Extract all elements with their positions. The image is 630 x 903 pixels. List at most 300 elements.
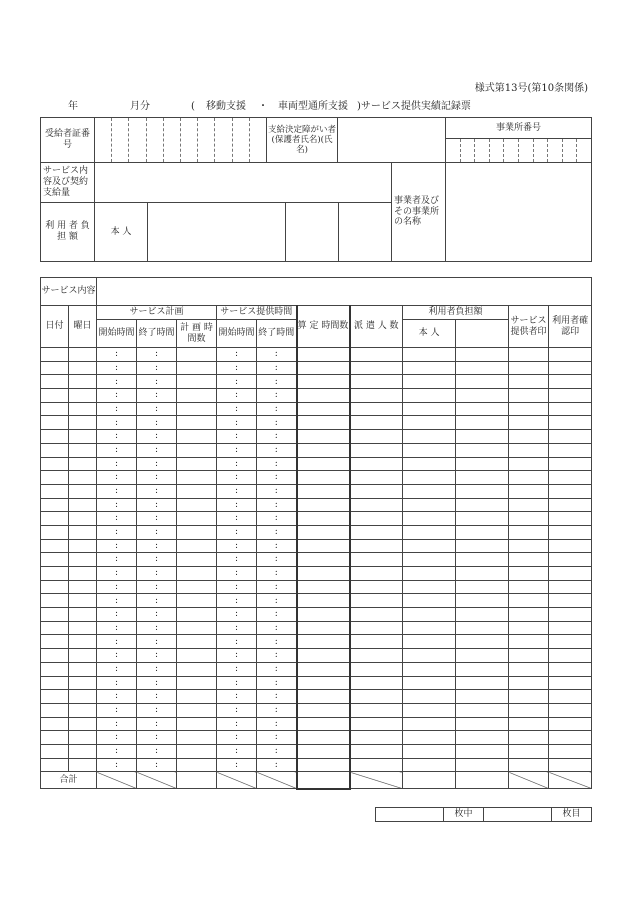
cell-plan-hours[interactable]	[177, 580, 217, 594]
cell-provider-seal[interactable]	[509, 457, 549, 471]
cell-burden-extra[interactable]	[456, 744, 509, 758]
cell-provided-start[interactable]	[217, 457, 257, 471]
cell-user-seal[interactable]	[549, 594, 592, 608]
cell-date[interactable]	[41, 594, 69, 608]
cell-weekday[interactable]	[69, 676, 97, 690]
cell-date[interactable]	[41, 402, 69, 416]
cell-user-seal[interactable]	[549, 608, 592, 622]
cell-plan-hours[interactable]	[177, 594, 217, 608]
cell-plan-hours[interactable]	[177, 635, 217, 649]
cell-date[interactable]	[41, 457, 69, 471]
cell-provided-end[interactable]	[257, 621, 297, 635]
cell-plan-end[interactable]	[137, 703, 177, 717]
cell-weekday[interactable]	[69, 430, 97, 444]
cell-plan-end[interactable]	[137, 430, 177, 444]
cell-plan-start[interactable]	[97, 471, 137, 485]
cell-dispatch[interactable]	[350, 525, 403, 539]
cell-burden-extra[interactable]	[456, 580, 509, 594]
cell-burden-extra[interactable]	[456, 635, 509, 649]
cell-burden-extra[interactable]	[456, 443, 509, 457]
cell-user-seal[interactable]	[549, 471, 592, 485]
cell-burden-extra[interactable]	[456, 402, 509, 416]
cell-provided-start[interactable]	[217, 361, 257, 375]
cell-provider-seal[interactable]	[509, 649, 549, 663]
cell-burden-person[interactable]	[403, 676, 456, 690]
cell-date[interactable]	[41, 662, 69, 676]
cell-plan-start[interactable]	[97, 703, 137, 717]
cell-provided-start[interactable]	[217, 703, 257, 717]
cell-date[interactable]	[41, 635, 69, 649]
cell-provider-seal[interactable]	[509, 361, 549, 375]
cell-plan-hours[interactable]	[177, 690, 217, 704]
cell-plan-hours[interactable]	[177, 553, 217, 567]
cell-burden-extra[interactable]	[456, 389, 509, 403]
cell-provider-seal[interactable]	[509, 567, 549, 581]
cell-date[interactable]	[41, 649, 69, 663]
cell-weekday[interactable]	[69, 594, 97, 608]
cell-provided-end[interactable]	[257, 512, 297, 526]
cell-plan-end[interactable]	[137, 635, 177, 649]
cell-user-seal[interactable]	[549, 635, 592, 649]
cell-calc[interactable]	[297, 621, 350, 635]
cell-weekday[interactable]	[69, 662, 97, 676]
cell-provided-end[interactable]	[257, 703, 297, 717]
cell-burden-person[interactable]	[403, 731, 456, 745]
office-no-field[interactable]	[446, 139, 591, 162]
cell-plan-start[interactable]	[97, 484, 137, 498]
cell-burden-person[interactable]	[403, 430, 456, 444]
cell-provided-end[interactable]	[257, 690, 297, 704]
cell-calc[interactable]	[297, 744, 350, 758]
cell-burden-person[interactable]	[403, 662, 456, 676]
cell-provided-start[interactable]	[217, 621, 257, 635]
cell-provided-start[interactable]	[217, 731, 257, 745]
cell-user-seal[interactable]	[549, 717, 592, 731]
cell-plan-start[interactable]	[97, 662, 137, 676]
cell-provided-end[interactable]	[257, 348, 297, 362]
cell-plan-end[interactable]	[137, 731, 177, 745]
cell-burden-extra[interactable]	[456, 758, 509, 772]
cell-calc[interactable]	[297, 758, 350, 772]
cell-provided-end[interactable]	[257, 389, 297, 403]
cell-burden-person[interactable]	[403, 484, 456, 498]
cell-weekday[interactable]	[69, 744, 97, 758]
cell-user-seal[interactable]	[549, 703, 592, 717]
cell-provider-seal[interactable]	[509, 416, 549, 430]
cell-provided-start[interactable]	[217, 539, 257, 553]
cell-provided-end[interactable]	[257, 525, 297, 539]
cell-plan-end[interactable]	[137, 580, 177, 594]
cell-plan-start[interactable]	[97, 361, 137, 375]
cell-burden-extra[interactable]	[456, 539, 509, 553]
cell-plan-start[interactable]	[97, 348, 137, 362]
cell-date[interactable]	[41, 389, 69, 403]
cell-calc[interactable]	[297, 389, 350, 403]
cell-user-seal[interactable]	[549, 525, 592, 539]
cell-calc[interactable]	[297, 512, 350, 526]
cell-provider-seal[interactable]	[509, 690, 549, 704]
cell-burden-person[interactable]	[403, 594, 456, 608]
cell-plan-start[interactable]	[97, 430, 137, 444]
cell-plan-hours[interactable]	[177, 649, 217, 663]
cell-dispatch[interactable]	[350, 676, 403, 690]
cell-provided-end[interactable]	[257, 553, 297, 567]
cell-plan-hours[interactable]	[177, 484, 217, 498]
cell-user-seal[interactable]	[549, 690, 592, 704]
cell-burden-person[interactable]	[403, 539, 456, 553]
cell-provided-start[interactable]	[217, 471, 257, 485]
cell-plan-start[interactable]	[97, 402, 137, 416]
cell-plan-start[interactable]	[97, 375, 137, 389]
cell-dispatch[interactable]	[350, 717, 403, 731]
cell-provider-seal[interactable]	[509, 758, 549, 772]
cell-burden-person[interactable]	[403, 512, 456, 526]
cell-user-seal[interactable]	[549, 758, 592, 772]
cell-burden-extra[interactable]	[456, 416, 509, 430]
cell-burden-extra[interactable]	[456, 649, 509, 663]
cell-weekday[interactable]	[69, 731, 97, 745]
cell-provided-end[interactable]	[257, 416, 297, 430]
cell-weekday[interactable]	[69, 690, 97, 704]
cell-plan-end[interactable]	[137, 484, 177, 498]
cell-burden-person[interactable]	[403, 621, 456, 635]
cell-user-seal[interactable]	[549, 621, 592, 635]
cell-dispatch[interactable]	[350, 348, 403, 362]
cell-date[interactable]	[41, 484, 69, 498]
cell-calc[interactable]	[297, 676, 350, 690]
cell-provided-end[interactable]	[257, 539, 297, 553]
cell-user-seal[interactable]	[549, 662, 592, 676]
cell-plan-end[interactable]	[137, 375, 177, 389]
cell-plan-end[interactable]	[137, 525, 177, 539]
cell-plan-end[interactable]	[137, 567, 177, 581]
cell-provider-seal[interactable]	[509, 717, 549, 731]
cell-weekday[interactable]	[69, 567, 97, 581]
cell-plan-start[interactable]	[97, 744, 137, 758]
cell-dispatch[interactable]	[350, 375, 403, 389]
total-calc[interactable]	[297, 772, 350, 789]
cell-provided-start[interactable]	[217, 567, 257, 581]
cell-date[interactable]	[41, 744, 69, 758]
cell-burden-person[interactable]	[403, 758, 456, 772]
cell-date[interactable]	[41, 498, 69, 512]
cell-calc[interactable]	[297, 553, 350, 567]
cell-plan-start[interactable]	[97, 621, 137, 635]
cell-burden-person[interactable]	[403, 703, 456, 717]
cell-weekday[interactable]	[69, 758, 97, 772]
cell-provider-seal[interactable]	[509, 621, 549, 635]
cell-user-seal[interactable]	[549, 580, 592, 594]
cell-dispatch[interactable]	[350, 484, 403, 498]
cell-weekday[interactable]	[69, 525, 97, 539]
cell-provided-start[interactable]	[217, 525, 257, 539]
cell-dispatch[interactable]	[350, 690, 403, 704]
cell-dispatch[interactable]	[350, 608, 403, 622]
cell-date[interactable]	[41, 703, 69, 717]
cell-dispatch[interactable]	[350, 594, 403, 608]
cell-calc[interactable]	[297, 361, 350, 375]
cell-burden-extra[interactable]	[456, 690, 509, 704]
cell-weekday[interactable]	[69, 635, 97, 649]
sheet-no-field[interactable]	[484, 808, 552, 822]
cell-burden-person[interactable]	[403, 375, 456, 389]
cell-provided-start[interactable]	[217, 389, 257, 403]
cell-plan-end[interactable]	[137, 539, 177, 553]
total-burden-person[interactable]	[403, 772, 456, 789]
cell-user-seal[interactable]	[549, 553, 592, 567]
cell-plan-hours[interactable]	[177, 731, 217, 745]
burden-field[interactable]	[95, 203, 392, 262]
cell-dispatch[interactable]	[350, 512, 403, 526]
cell-dispatch[interactable]	[350, 662, 403, 676]
cell-plan-hours[interactable]	[177, 744, 217, 758]
cell-plan-start[interactable]	[97, 594, 137, 608]
cell-dispatch[interactable]	[350, 649, 403, 663]
cell-plan-start[interactable]	[97, 758, 137, 772]
cell-provider-seal[interactable]	[509, 512, 549, 526]
cell-user-seal[interactable]	[549, 389, 592, 403]
cell-burden-extra[interactable]	[456, 498, 509, 512]
total-plan-hours[interactable]	[177, 772, 217, 789]
cell-weekday[interactable]	[69, 361, 97, 375]
cell-calc[interactable]	[297, 539, 350, 553]
cell-weekday[interactable]	[69, 375, 97, 389]
cell-provided-end[interactable]	[257, 580, 297, 594]
cell-plan-start[interactable]	[97, 457, 137, 471]
cell-provided-end[interactable]	[257, 567, 297, 581]
cell-dispatch[interactable]	[350, 457, 403, 471]
cell-plan-end[interactable]	[137, 512, 177, 526]
cell-burden-person[interactable]	[403, 649, 456, 663]
cell-dispatch[interactable]	[350, 402, 403, 416]
cell-plan-end[interactable]	[137, 744, 177, 758]
cell-plan-start[interactable]	[97, 635, 137, 649]
cell-burden-extra[interactable]	[456, 348, 509, 362]
cell-date[interactable]	[41, 608, 69, 622]
cell-dispatch[interactable]	[350, 539, 403, 553]
cell-burden-extra[interactable]	[456, 717, 509, 731]
cell-user-seal[interactable]	[549, 443, 592, 457]
cell-date[interactable]	[41, 580, 69, 594]
cell-plan-end[interactable]	[137, 690, 177, 704]
cell-dispatch[interactable]	[350, 635, 403, 649]
cell-weekday[interactable]	[69, 608, 97, 622]
cell-calc[interactable]	[297, 662, 350, 676]
cell-provider-seal[interactable]	[509, 539, 549, 553]
cell-plan-end[interactable]	[137, 621, 177, 635]
cell-provider-seal[interactable]	[509, 635, 549, 649]
cell-plan-start[interactable]	[97, 416, 137, 430]
cell-plan-end[interactable]	[137, 402, 177, 416]
cell-burden-person[interactable]	[403, 348, 456, 362]
cell-user-seal[interactable]	[549, 457, 592, 471]
cell-plan-start[interactable]	[97, 539, 137, 553]
cell-calc[interactable]	[297, 731, 350, 745]
cell-provider-seal[interactable]	[509, 484, 549, 498]
cell-plan-hours[interactable]	[177, 416, 217, 430]
cell-calc[interactable]	[297, 525, 350, 539]
cell-provided-end[interactable]	[257, 498, 297, 512]
cell-dispatch[interactable]	[350, 471, 403, 485]
cell-calc[interactable]	[297, 498, 350, 512]
cell-plan-end[interactable]	[137, 662, 177, 676]
cell-dispatch[interactable]	[350, 621, 403, 635]
cell-user-seal[interactable]	[549, 416, 592, 430]
cell-user-seal[interactable]	[549, 567, 592, 581]
cell-weekday[interactable]	[69, 457, 97, 471]
cell-burden-person[interactable]	[403, 525, 456, 539]
cell-provided-end[interactable]	[257, 375, 297, 389]
cell-provided-end[interactable]	[257, 443, 297, 457]
cell-date[interactable]	[41, 567, 69, 581]
cell-calc[interactable]	[297, 635, 350, 649]
cell-burden-extra[interactable]	[456, 375, 509, 389]
cell-date[interactable]	[41, 443, 69, 457]
cell-plan-end[interactable]	[137, 471, 177, 485]
cell-provided-end[interactable]	[257, 457, 297, 471]
cell-burden-extra[interactable]	[456, 457, 509, 471]
cell-plan-hours[interactable]	[177, 457, 217, 471]
cell-user-seal[interactable]	[549, 484, 592, 498]
cell-plan-end[interactable]	[137, 676, 177, 690]
cell-calc[interactable]	[297, 703, 350, 717]
cell-provided-start[interactable]	[217, 744, 257, 758]
cell-dispatch[interactable]	[350, 443, 403, 457]
cell-provided-start[interactable]	[217, 375, 257, 389]
cell-plan-hours[interactable]	[177, 703, 217, 717]
cell-provided-start[interactable]	[217, 512, 257, 526]
cell-plan-end[interactable]	[137, 389, 177, 403]
cell-dispatch[interactable]	[350, 744, 403, 758]
cell-burden-extra[interactable]	[456, 525, 509, 539]
cell-dispatch[interactable]	[350, 703, 403, 717]
cell-provided-end[interactable]	[257, 471, 297, 485]
cell-plan-hours[interactable]	[177, 608, 217, 622]
cell-plan-start[interactable]	[97, 676, 137, 690]
cell-weekday[interactable]	[69, 553, 97, 567]
cell-calc[interactable]	[297, 457, 350, 471]
cell-provided-end[interactable]	[257, 430, 297, 444]
cell-weekday[interactable]	[69, 471, 97, 485]
recipient-no-field[interactable]	[95, 118, 267, 163]
cell-provider-seal[interactable]	[509, 525, 549, 539]
cell-provider-seal[interactable]	[509, 430, 549, 444]
cell-burden-person[interactable]	[403, 457, 456, 471]
cell-plan-start[interactable]	[97, 443, 137, 457]
cell-plan-end[interactable]	[137, 758, 177, 772]
cell-provider-seal[interactable]	[509, 498, 549, 512]
cell-provided-start[interactable]	[217, 758, 257, 772]
cell-provided-end[interactable]	[257, 594, 297, 608]
service-field[interactable]	[95, 163, 392, 203]
cell-burden-person[interactable]	[403, 553, 456, 567]
cell-provider-seal[interactable]	[509, 676, 549, 690]
cell-provided-end[interactable]	[257, 361, 297, 375]
cell-calc[interactable]	[297, 348, 350, 362]
cell-burden-extra[interactable]	[456, 608, 509, 622]
cell-dispatch[interactable]	[350, 567, 403, 581]
cell-user-seal[interactable]	[549, 348, 592, 362]
cell-weekday[interactable]	[69, 649, 97, 663]
cell-date[interactable]	[41, 525, 69, 539]
cell-dispatch[interactable]	[350, 580, 403, 594]
cell-provided-end[interactable]	[257, 744, 297, 758]
cell-plan-end[interactable]	[137, 553, 177, 567]
cell-plan-start[interactable]	[97, 525, 137, 539]
cell-burden-extra[interactable]	[456, 594, 509, 608]
cell-plan-hours[interactable]	[177, 539, 217, 553]
cell-provided-start[interactable]	[217, 649, 257, 663]
cell-plan-end[interactable]	[137, 416, 177, 430]
cell-plan-hours[interactable]	[177, 512, 217, 526]
cell-provided-start[interactable]	[217, 553, 257, 567]
cell-user-seal[interactable]	[549, 430, 592, 444]
cell-provider-seal[interactable]	[509, 731, 549, 745]
cell-provider-seal[interactable]	[509, 744, 549, 758]
cell-weekday[interactable]	[69, 621, 97, 635]
cell-provider-seal[interactable]	[509, 389, 549, 403]
cell-burden-extra[interactable]	[456, 430, 509, 444]
cell-burden-person[interactable]	[403, 471, 456, 485]
cell-plan-end[interactable]	[137, 498, 177, 512]
cell-provided-start[interactable]	[217, 580, 257, 594]
cell-date[interactable]	[41, 621, 69, 635]
cell-user-seal[interactable]	[549, 649, 592, 663]
cell-provided-end[interactable]	[257, 758, 297, 772]
cell-weekday[interactable]	[69, 443, 97, 457]
cell-burden-extra[interactable]	[456, 662, 509, 676]
cell-calc[interactable]	[297, 567, 350, 581]
cell-plan-end[interactable]	[137, 361, 177, 375]
cell-provided-end[interactable]	[257, 402, 297, 416]
cell-burden-person[interactable]	[403, 498, 456, 512]
cell-plan-start[interactable]	[97, 389, 137, 403]
cell-user-seal[interactable]	[549, 539, 592, 553]
cell-provided-end[interactable]	[257, 635, 297, 649]
cell-burden-person[interactable]	[403, 389, 456, 403]
cell-provided-end[interactable]	[257, 608, 297, 622]
cell-burden-person[interactable]	[403, 361, 456, 375]
cell-burden-person[interactable]	[403, 416, 456, 430]
cell-weekday[interactable]	[69, 389, 97, 403]
cell-plan-start[interactable]	[97, 608, 137, 622]
cell-provided-end[interactable]	[257, 731, 297, 745]
cell-burden-person[interactable]	[403, 608, 456, 622]
cell-user-seal[interactable]	[549, 676, 592, 690]
cell-burden-person[interactable]	[403, 443, 456, 457]
cell-plan-hours[interactable]	[177, 498, 217, 512]
cell-provided-start[interactable]	[217, 635, 257, 649]
cell-plan-start[interactable]	[97, 567, 137, 581]
cell-calc[interactable]	[297, 375, 350, 389]
cell-plan-hours[interactable]	[177, 348, 217, 362]
cell-weekday[interactable]	[69, 402, 97, 416]
cell-provided-end[interactable]	[257, 676, 297, 690]
cell-user-seal[interactable]	[549, 512, 592, 526]
cell-plan-start[interactable]	[97, 498, 137, 512]
cell-burden-person[interactable]	[403, 567, 456, 581]
cell-plan-hours[interactable]	[177, 375, 217, 389]
cell-plan-start[interactable]	[97, 717, 137, 731]
cell-burden-extra[interactable]	[456, 512, 509, 526]
cell-provider-seal[interactable]	[509, 662, 549, 676]
cell-dispatch[interactable]	[350, 361, 403, 375]
cell-user-seal[interactable]	[549, 498, 592, 512]
cell-provider-seal[interactable]	[509, 471, 549, 485]
cell-provided-start[interactable]	[217, 498, 257, 512]
cell-weekday[interactable]	[69, 498, 97, 512]
cell-plan-hours[interactable]	[177, 567, 217, 581]
